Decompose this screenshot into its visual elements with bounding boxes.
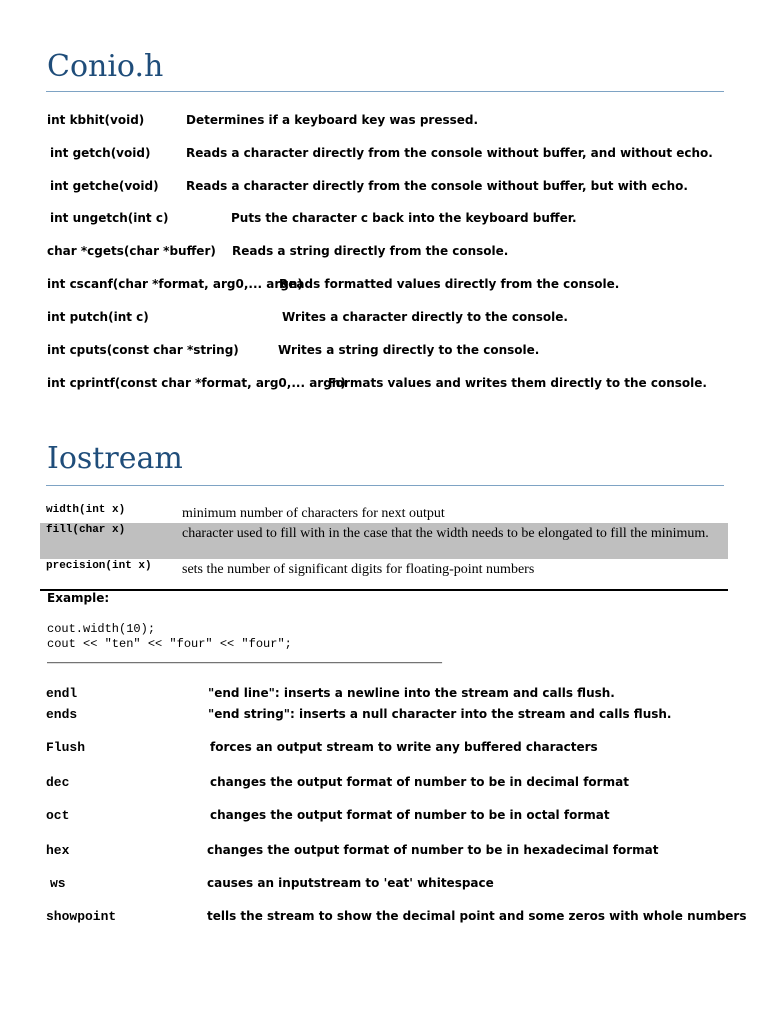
- manipulator-name: hex: [46, 843, 70, 858]
- function-signature: int cscanf(char *format, arg0,... argn): [47, 277, 303, 291]
- manipulator-row-ws: [0, 876, 768, 896]
- table-row: [40, 503, 728, 523]
- manipulator-name: ends: [46, 707, 78, 722]
- manipulator-row-dec: [0, 775, 768, 795]
- conio-row-ungetch: [0, 211, 768, 233]
- iostream-heading-rule: [46, 485, 724, 486]
- table-cell-description: character used to fill with in the case that the width needs to be elongated to fill the minimum.: [182, 526, 709, 541]
- manipulator-name: oct: [46, 808, 70, 823]
- manipulator-description: causes an inputstream to 'eat' whitespace: [207, 876, 494, 890]
- manipulator-row-showpoint: [0, 909, 768, 929]
- code-line: cout << "ten" << "four" << "four";: [47, 637, 292, 651]
- manipulator-row-oct: [0, 808, 768, 828]
- function-signature: int cputs(const char *string): [47, 343, 239, 357]
- function-signature: int cprintf(const char *format, arg0,... argn): [47, 376, 346, 390]
- table-row-shaded: [40, 523, 728, 559]
- manipulator-description: changes the output format of number to be in octal format: [210, 808, 610, 822]
- function-description: Reads a character directly from the console without buffer, but with echo.: [186, 179, 688, 193]
- function-signature: int putch(int c): [47, 310, 149, 324]
- manipulator-row-flush: [0, 740, 768, 760]
- conio-row-cscanf: [0, 277, 768, 299]
- function-signature: int ungetch(int c): [50, 211, 169, 225]
- manipulator-row-ends: [0, 707, 768, 727]
- conio-row-kbhit: [0, 113, 768, 135]
- function-description: Writes a character directly to the console.: [282, 310, 568, 324]
- function-signature: int getche(void): [50, 179, 159, 193]
- function-description: Reads a string directly from the console.: [232, 244, 509, 258]
- code-line: cout.width(10);: [47, 622, 156, 636]
- function-description: Formats values and writes them directly to the console.: [328, 376, 707, 390]
- conio-row-cprintf: [0, 376, 768, 398]
- conio-heading-rule: [46, 91, 724, 92]
- conio-row-getche: [0, 179, 768, 201]
- conio-row-cputs: [0, 343, 768, 365]
- function-description: Writes a string directly to the console.: [278, 343, 540, 357]
- manipulator-name: Flush: [46, 740, 86, 755]
- manipulator-description: tells the stream to show the decimal point and some zeros with whole numbers: [207, 909, 747, 923]
- function-description: Reads a character directly from the console without buffer, and without echo.: [186, 146, 713, 160]
- manipulator-description: changes the output format of number to be in decimal format: [210, 775, 629, 789]
- manipulator-name: endl: [46, 686, 78, 701]
- function-description: Puts the character c back into the keyboard buffer.: [231, 211, 577, 225]
- manipulator-name: dec: [46, 775, 70, 790]
- conio-row-putch: [0, 310, 768, 332]
- table-cell-function: precision(int x): [46, 560, 152, 572]
- function-signature: char *cgets(char *buffer): [47, 244, 216, 258]
- manipulator-description: "end line": inserts a newline into the stream and calls flush.: [208, 686, 615, 700]
- function-signature: int kbhit(void): [47, 113, 145, 127]
- conio-row-cgets: [0, 244, 768, 266]
- function-description: Reads formatted values directly from the console.: [279, 277, 620, 291]
- manipulator-row-hex: [0, 843, 768, 863]
- table-cell-description: sets the number of significant digits for floating-point numbers: [182, 562, 535, 577]
- manipulator-name: ws: [50, 876, 66, 891]
- table-row: [40, 559, 728, 589]
- function-signature: int getch(void): [50, 146, 151, 160]
- manipulator-description: changes the output format of number to be in hexadecimal format: [207, 843, 659, 857]
- conio-row-getch: [0, 146, 768, 168]
- iostream-heading: Iostream: [47, 441, 183, 476]
- table-cell-description: minimum number of characters for next output: [182, 506, 445, 521]
- table-cell-function: fill(char x): [46, 524, 126, 536]
- example-label: Example:: [47, 591, 110, 605]
- manipulator-name: showpoint: [46, 909, 117, 924]
- manipulator-description: "end string": inserts a null character into the stream and calls flush.: [208, 707, 672, 721]
- function-description: Determines if a keyboard key was pressed.: [186, 113, 479, 127]
- table-cell-function: width(int x): [46, 504, 126, 516]
- manipulator-description: forces an output stream to write any buffered characters: [210, 740, 598, 754]
- conio-heading: Conio.h: [47, 49, 164, 84]
- separator-line: _______________________________________________________________________________: [47, 653, 442, 664]
- manipulator-row-endl: [0, 686, 768, 706]
- iostream-table: [40, 503, 728, 591]
